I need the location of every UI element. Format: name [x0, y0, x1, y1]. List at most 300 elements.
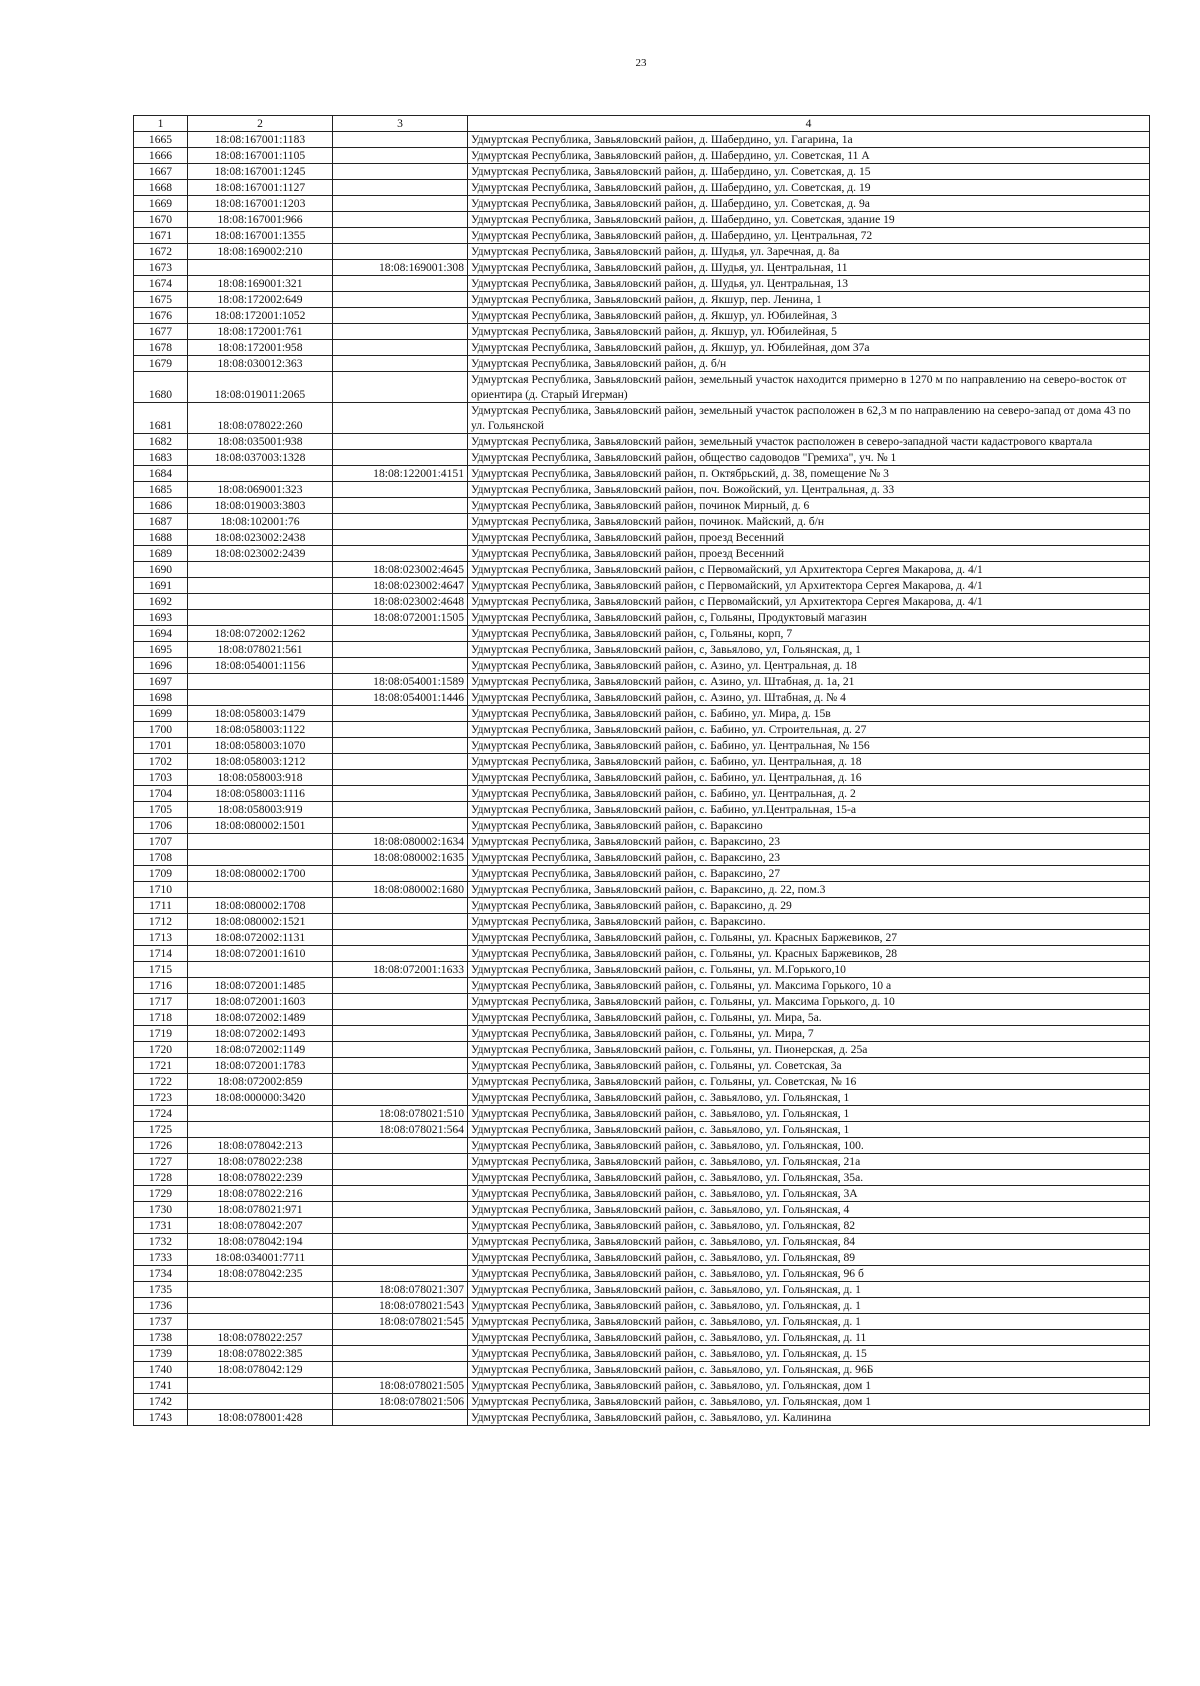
address-cell: Удмуртская Республика, Завьяловский район, с. Гольяны, ул. Мира, 5а.: [468, 1010, 1150, 1026]
row-number-cell: 1679: [134, 356, 188, 372]
cadastral-number-cell: 18:08:078022:257: [188, 1330, 333, 1346]
row-number-cell: 1700: [134, 722, 188, 738]
row-number-cell: 1734: [134, 1266, 188, 1282]
row-number-cell: 1684: [134, 466, 188, 482]
address-cell: Удмуртская Республика, Завьяловский район, земельный участок расположен в северо-западной части кадастрового квартала: [468, 434, 1150, 450]
building-cadastral-number-cell: [333, 340, 468, 356]
cadastral-number-cell: 18:08:072001:1783: [188, 1058, 333, 1074]
address-cell: Удмуртская Республика, Завьяловский район, д. Шудья, ул. Центральная, 13: [468, 276, 1150, 292]
address-cell: Удмуртская Республика, Завьяловский район, с. Завьялово, ул. Гольянская, 4: [468, 1202, 1150, 1218]
row-number-cell: 1739: [134, 1346, 188, 1362]
row-number-cell: 1715: [134, 962, 188, 978]
table-row: [134, 1058, 1150, 1074]
row-number-cell: 1733: [134, 1250, 188, 1266]
cadastral-number-cell: 18:08:069001:323: [188, 482, 333, 498]
address-cell: Удмуртская Республика, Завьяловский район, д. Шабердино, ул. Гагарина, 1а: [468, 132, 1150, 148]
row-number-cell: 1668: [134, 180, 188, 196]
building-cadastral-number-cell: [333, 1330, 468, 1346]
building-cadastral-number-cell: 18:08:072001:1505: [333, 610, 468, 626]
building-cadastral-number-cell: 18:08:023002:4645: [333, 562, 468, 578]
address-cell: Удмуртская Республика, Завьяловский район, с. Азино, ул. Штабная, д. 1а, 21: [468, 674, 1150, 690]
building-cadastral-number-cell: 18:08:054001:1446: [333, 690, 468, 706]
building-cadastral-number-cell: [333, 818, 468, 834]
building-cadastral-number-cell: [333, 994, 468, 1010]
table-row: [134, 132, 1150, 148]
cadastral-number-cell: 18:08:078001:428: [188, 1410, 333, 1426]
row-number-cell: 1678: [134, 340, 188, 356]
address-cell: Удмуртская Республика, Завьяловский район, с. Гольяны, ул. Красных Баржевиков, 28: [468, 946, 1150, 962]
cadastral-number-cell: 18:08:078022:239: [188, 1170, 333, 1186]
building-cadastral-number-cell: 18:08:078021:307: [333, 1282, 468, 1298]
building-cadastral-number-cell: [333, 1218, 468, 1234]
cadastral-number-cell: 18:08:078022:216: [188, 1186, 333, 1202]
row-number-cell: 1707: [134, 834, 188, 850]
building-cadastral-number-cell: [333, 450, 468, 466]
row-number-cell: 1742: [134, 1394, 188, 1410]
row-number-cell: 1698: [134, 690, 188, 706]
building-cadastral-number-cell: [333, 1074, 468, 1090]
table-row: [134, 578, 1150, 594]
row-number-cell: 1702: [134, 754, 188, 770]
address-cell: Удмуртская Республика, Завьяловский район, с. Завьялово, ул. Гольянская, 89: [468, 1250, 1150, 1266]
cadastral-number-cell: 18:08:080002:1700: [188, 866, 333, 882]
cadastral-number-cell: [188, 962, 333, 978]
cadastral-number-cell: 18:08:167001:1203: [188, 196, 333, 212]
table-row: [134, 180, 1150, 196]
building-cadastral-number-cell: [333, 244, 468, 260]
building-cadastral-number-cell: [333, 164, 468, 180]
cadastral-number-cell: 18:08:037003:1328: [188, 450, 333, 466]
building-cadastral-number-cell: [333, 228, 468, 244]
row-number-cell: 1673: [134, 260, 188, 276]
building-cadastral-number-cell: [333, 722, 468, 738]
building-cadastral-number-cell: [333, 626, 468, 642]
address-cell: Удмуртская Республика, Завьяловский район, д. Якшур, ул. Юбилейная, 3: [468, 308, 1150, 324]
table-row: [134, 514, 1150, 530]
table-row: [134, 466, 1150, 482]
building-cadastral-number-cell: 18:08:023002:4648: [333, 594, 468, 610]
row-number-cell: 1710: [134, 882, 188, 898]
table-row: [134, 802, 1150, 818]
table-row: [134, 260, 1150, 276]
building-cadastral-number-cell: 18:08:169001:308: [333, 260, 468, 276]
column-header-3: 3: [333, 116, 468, 132]
table-row: [134, 1090, 1150, 1106]
row-number-cell: 1712: [134, 914, 188, 930]
address-cell: Удмуртская Республика, Завьяловский район, с. Завьялово, ул. Гольянская, 21а: [468, 1154, 1150, 1170]
address-cell: Удмуртская Республика, Завьяловский район, с. Азино, ул. Центральная, д. 18: [468, 658, 1150, 674]
address-cell: Удмуртская Республика, Завьяловский район, проезд Весенний: [468, 530, 1150, 546]
cadastral-number-cell: [188, 674, 333, 690]
address-cell: Удмуртская Республика, Завьяловский район, д. Шабердино, ул. Советская, д. 19: [468, 180, 1150, 196]
table-row: [134, 1106, 1150, 1122]
address-cell: Удмуртская Республика, Завьяловский район, с. Азино, ул. Штабная, д. № 4: [468, 690, 1150, 706]
table-row: [134, 594, 1150, 610]
row-number-cell: 1718: [134, 1010, 188, 1026]
row-number-cell: 1714: [134, 946, 188, 962]
row-number-cell: 1666: [134, 148, 188, 164]
row-number-cell: 1694: [134, 626, 188, 642]
row-number-cell: 1674: [134, 276, 188, 292]
building-cadastral-number-cell: 18:08:078021:505: [333, 1378, 468, 1394]
address-cell: Удмуртская Республика, Завьяловский район, д. Якшур, ул. Юбилейная, 5: [468, 324, 1150, 340]
address-cell: Удмуртская Республика, Завьяловский район, поч. Вожойский, ул. Центральная, д. 33: [468, 482, 1150, 498]
building-cadastral-number-cell: [333, 866, 468, 882]
building-cadastral-number-cell: [333, 1154, 468, 1170]
address-cell: Удмуртская Республика, Завьяловский район, д. Шабердино, ул. Советская, д. 15: [468, 164, 1150, 180]
cadastral-number-cell: [188, 1394, 333, 1410]
table-row: [134, 1362, 1150, 1378]
cadastral-number-cell: 18:08:058003:1479: [188, 706, 333, 722]
row-number-cell: 1728: [134, 1170, 188, 1186]
address-cell: Удмуртская Республика, Завьяловский район, общество садоводов "Гремиха", уч. № 1: [468, 450, 1150, 466]
table-row: [134, 450, 1150, 466]
building-cadastral-number-cell: [333, 546, 468, 562]
cadastral-number-cell: [188, 466, 333, 482]
address-cell: Удмуртская Республика, Завьяловский район, с. Завьялово, ул. Гольянская, дом 1: [468, 1394, 1150, 1410]
row-number-cell: 1736: [134, 1298, 188, 1314]
address-cell: Удмуртская Республика, Завьяловский район, с. Бабино, ул. Центральная, № 156: [468, 738, 1150, 754]
address-cell: Удмуртская Республика, Завьяловский район, с. Вараксино.: [468, 914, 1150, 930]
address-cell: Удмуртская Республика, Завьяловский район, проезд Весенний: [468, 546, 1150, 562]
address-cell: Удмуртская Республика, Завьяловский район, с. Вараксино, д. 22, пом.3: [468, 882, 1150, 898]
building-cadastral-number-cell: [333, 1026, 468, 1042]
address-cell: Удмуртская Республика, Завьяловский район, д. Якшур, пер. Ленина, 1: [468, 292, 1150, 308]
address-cell: Удмуртская Республика, Завьяловский район, с. Завьялово, ул. Гольянская, 96 б: [468, 1266, 1150, 1282]
address-cell: Удмуртская Республика, Завьяловский район, с. Вараксино, 27: [468, 866, 1150, 882]
row-number-cell: 1692: [134, 594, 188, 610]
row-number-cell: 1671: [134, 228, 188, 244]
row-number-cell: 1696: [134, 658, 188, 674]
cadastral-number-cell: 18:08:078022:385: [188, 1346, 333, 1362]
cadastral-number-cell: 18:08:072001:1603: [188, 994, 333, 1010]
building-cadastral-number-cell: [333, 1090, 468, 1106]
address-cell: Удмуртская Республика, Завьяловский район, с. Гольяны, ул. Пионерская, д. 25а: [468, 1042, 1150, 1058]
table-row: [134, 1234, 1150, 1250]
cadastral-number-cell: [188, 690, 333, 706]
address-cell: Удмуртская Республика, Завьяловский район, д. Шабердино, ул. Советская, здание 19: [468, 212, 1150, 228]
cadastral-number-cell: 18:08:167001:1355: [188, 228, 333, 244]
cadastral-number-cell: 18:08:078042:129: [188, 1362, 333, 1378]
table-row: [134, 994, 1150, 1010]
building-cadastral-number-cell: [333, 802, 468, 818]
table-row: [134, 1394, 1150, 1410]
cadastral-number-cell: 18:08:167001:966: [188, 212, 333, 228]
address-cell: Удмуртская Республика, Завьяловский район, с. Гольяны, ул. Советская, 3а: [468, 1058, 1150, 1074]
address-cell: Удмуртская Республика, Завьяловский район, с. Завьялово, ул. Гольянская, 1: [468, 1090, 1150, 1106]
column-header-4: 4: [468, 116, 1150, 132]
row-number-cell: 1701: [134, 738, 188, 754]
cadastral-number-cell: [188, 882, 333, 898]
building-cadastral-number-cell: 18:08:122001:4151: [333, 466, 468, 482]
address-cell: Удмуртская Республика, Завьяловский район, с. Завьялово, ул. Гольянская, д. 96Б: [468, 1362, 1150, 1378]
cadastral-number-cell: 18:08:167001:1127: [188, 180, 333, 196]
cadastral-number-cell: 18:08:072002:1489: [188, 1010, 333, 1026]
table-row: [134, 1154, 1150, 1170]
building-cadastral-number-cell: [333, 403, 468, 434]
building-cadastral-number-cell: [333, 372, 468, 403]
address-cell: Удмуртская Республика, Завьяловский район, с. Гольяны, ул. Мира, 7: [468, 1026, 1150, 1042]
table-row: [134, 722, 1150, 738]
cadastral-number-cell: 18:08:000000:3420: [188, 1090, 333, 1106]
address-cell: Удмуртская Республика, Завьяловский район, с, Гольяны, Продуктовый магазин: [468, 610, 1150, 626]
address-cell: Удмуртская Республика, Завьяловский район, с. Завьялово, ул. Гольянская, 84: [468, 1234, 1150, 1250]
building-cadastral-number-cell: [333, 1234, 468, 1250]
row-number-cell: 1686: [134, 498, 188, 514]
table-body: [134, 132, 1150, 1426]
row-number-cell: 1676: [134, 308, 188, 324]
cadastral-number-cell: 18:08:078042:194: [188, 1234, 333, 1250]
cadastral-number-cell: 18:08:034001:7711: [188, 1250, 333, 1266]
building-cadastral-number-cell: [333, 706, 468, 722]
table-row: [134, 324, 1150, 340]
table-row: [134, 1410, 1150, 1426]
cadastral-number-cell: 18:08:058003:1212: [188, 754, 333, 770]
building-cadastral-number-cell: 18:08:078021:510: [333, 1106, 468, 1122]
row-number-cell: 1713: [134, 930, 188, 946]
row-number-cell: 1672: [134, 244, 188, 260]
address-cell: Удмуртская Республика, Завьяловский район, д. Шабердино, ул. Центральная, 72: [468, 228, 1150, 244]
building-cadastral-number-cell: [333, 1138, 468, 1154]
cadastral-number-cell: 18:08:058003:1070: [188, 738, 333, 754]
cadastral-number-cell: 18:08:058003:1122: [188, 722, 333, 738]
cadastral-number-cell: 18:08:102001:76: [188, 514, 333, 530]
address-cell: Удмуртская Республика, Завьяловский район, с. Завьялово, ул. Гольянская, д. 15: [468, 1346, 1150, 1362]
table-row: [134, 482, 1150, 498]
table-row: [134, 754, 1150, 770]
table-row: [134, 738, 1150, 754]
table-row: [134, 292, 1150, 308]
building-cadastral-number-cell: [333, 1058, 468, 1074]
building-cadastral-number-cell: [333, 930, 468, 946]
row-number-cell: 1689: [134, 546, 188, 562]
table-row: [134, 786, 1150, 802]
row-number-cell: 1683: [134, 450, 188, 466]
cadastral-number-cell: 18:08:172001:1052: [188, 308, 333, 324]
cadastral-number-cell: 18:08:172001:958: [188, 340, 333, 356]
row-number-cell: 1725: [134, 1122, 188, 1138]
row-number-cell: 1709: [134, 866, 188, 882]
address-cell: Удмуртская Республика, Завьяловский район, с. Вараксино, 23: [468, 834, 1150, 850]
cadastral-number-cell: 18:08:078022:260: [188, 403, 333, 434]
building-cadastral-number-cell: [333, 212, 468, 228]
row-number-cell: 1731: [134, 1218, 188, 1234]
cadastral-number-cell: 18:08:054001:1156: [188, 658, 333, 674]
building-cadastral-number-cell: [333, 946, 468, 962]
row-number-cell: 1703: [134, 770, 188, 786]
building-cadastral-number-cell: [333, 482, 468, 498]
row-number-cell: 1730: [134, 1202, 188, 1218]
cadastral-number-cell: [188, 578, 333, 594]
building-cadastral-number-cell: [333, 514, 468, 530]
building-cadastral-number-cell: 18:08:078021:543: [333, 1298, 468, 1314]
address-cell: Удмуртская Республика, Завьяловский район, с. Гольяны, ул. Красных Баржевиков, 27: [468, 930, 1150, 946]
cadastral-number-cell: [188, 594, 333, 610]
table-row: [134, 642, 1150, 658]
table-row: [134, 850, 1150, 866]
building-cadastral-number-cell: 18:08:080002:1680: [333, 882, 468, 898]
address-cell: Удмуртская Республика, Завьяловский район, с. Бабино, ул. Центральная, д. 18: [468, 754, 1150, 770]
row-number-cell: 1722: [134, 1074, 188, 1090]
row-number-cell: 1743: [134, 1410, 188, 1426]
registry-table: [133, 115, 1150, 1426]
cadastral-number-cell: 18:08:078021:971: [188, 1202, 333, 1218]
row-number-cell: 1680: [134, 372, 188, 403]
table-row: [134, 610, 1150, 626]
building-cadastral-number-cell: [333, 148, 468, 164]
address-cell: Удмуртская Республика, Завьяловский район, с. Бабино, ул. Мира, д. 15в: [468, 706, 1150, 722]
cadastral-number-cell: 18:08:058003:918: [188, 770, 333, 786]
address-cell: Удмуртская Республика, Завьяловский район, п. Октябрьский, д. 38, помещение № 3: [468, 466, 1150, 482]
address-cell: Удмуртская Республика, Завьяловский район, с. Завьялово, ул. Гольянская, 100.: [468, 1138, 1150, 1154]
address-cell: Удмуртская Республика, Завьяловский район, с. Завьялово, ул. Гольянская, д. 1: [468, 1314, 1150, 1330]
address-cell: Удмуртская Республика, Завьяловский район, с. Вараксино, 23: [468, 850, 1150, 866]
cadastral-number-cell: 18:08:023002:2438: [188, 530, 333, 546]
row-number-cell: 1720: [134, 1042, 188, 1058]
cadastral-number-cell: 18:08:078021:561: [188, 642, 333, 658]
table-row: [134, 1266, 1150, 1282]
row-number-cell: 1706: [134, 818, 188, 834]
building-cadastral-number-cell: [333, 1186, 468, 1202]
address-cell: Удмуртская Республика, Завьяловский район, с. Гольяны, ул. Максима Горького, д. 10: [468, 994, 1150, 1010]
cadastral-number-cell: 18:08:072002:1149: [188, 1042, 333, 1058]
table-row: [134, 1282, 1150, 1298]
cadastral-number-cell: 18:08:035001:938: [188, 434, 333, 450]
row-number-cell: 1727: [134, 1154, 188, 1170]
table-row: [134, 834, 1150, 850]
cadastral-number-cell: [188, 1282, 333, 1298]
address-cell: Удмуртская Республика, Завьяловский район, с. Завьялово, ул. Калинина: [468, 1410, 1150, 1426]
address-cell: Удмуртская Республика, Завьяловский район, земельный участок находится примерно в 1270 м по направлению на северо-восток от ориентира (д. Старый Игерман): [468, 372, 1150, 403]
building-cadastral-number-cell: 18:08:078021:506: [333, 1394, 468, 1410]
row-number-cell: 1682: [134, 434, 188, 450]
row-number-cell: 1691: [134, 578, 188, 594]
table-row: [134, 1122, 1150, 1138]
table-row: [134, 1186, 1150, 1202]
row-number-cell: 1677: [134, 324, 188, 340]
address-cell: Удмуртская Республика, Завьяловский район, с. Вараксино: [468, 818, 1150, 834]
row-number-cell: 1681: [134, 403, 188, 434]
address-cell: Удмуртская Республика, Завьяловский район, с. Бабино, ул. Центральная, д. 16: [468, 770, 1150, 786]
building-cadastral-number-cell: [333, 196, 468, 212]
address-cell: Удмуртская Республика, Завьяловский район, земельный участок расположен в 62,3 м по направлению на северо-запад от дома 43 по ул. Гольянской: [468, 403, 1150, 434]
table-row: [134, 1330, 1150, 1346]
cadastral-number-cell: 18:08:030012:363: [188, 356, 333, 372]
building-cadastral-number-cell: [333, 754, 468, 770]
table-row: [134, 1042, 1150, 1058]
table-row: [134, 1010, 1150, 1026]
building-cadastral-number-cell: [333, 498, 468, 514]
cadastral-number-cell: 18:08:019003:3803: [188, 498, 333, 514]
building-cadastral-number-cell: [333, 308, 468, 324]
building-cadastral-number-cell: [333, 292, 468, 308]
row-number-cell: 1735: [134, 1282, 188, 1298]
building-cadastral-number-cell: [333, 1266, 468, 1282]
table-row: [134, 818, 1150, 834]
row-number-cell: 1704: [134, 786, 188, 802]
table-row: [134, 1026, 1150, 1042]
table-row: [134, 148, 1150, 164]
table-row: [134, 1378, 1150, 1394]
table-row: [134, 658, 1150, 674]
table-row: [134, 1074, 1150, 1090]
cadastral-number-cell: 18:08:078042:213: [188, 1138, 333, 1154]
building-cadastral-number-cell: [333, 530, 468, 546]
cadastral-number-cell: [188, 850, 333, 866]
cadastral-number-cell: 18:08:072001:1485: [188, 978, 333, 994]
address-cell: Удмуртская Республика, Завьяловский район, с. Вараксино, д. 29: [468, 898, 1150, 914]
row-number-cell: 1738: [134, 1330, 188, 1346]
building-cadastral-number-cell: [333, 978, 468, 994]
building-cadastral-number-cell: 18:08:054001:1589: [333, 674, 468, 690]
cadastral-number-cell: 18:08:172002:649: [188, 292, 333, 308]
building-cadastral-number-cell: [333, 324, 468, 340]
row-number-cell: 1693: [134, 610, 188, 626]
building-cadastral-number-cell: [333, 356, 468, 372]
table-row: [134, 898, 1150, 914]
cadastral-number-cell: 18:08:058003:919: [188, 802, 333, 818]
building-cadastral-number-cell: [333, 658, 468, 674]
page-number: 23: [635, 57, 647, 69]
table-row: [134, 164, 1150, 180]
cadastral-number-cell: 18:08:072002:1493: [188, 1026, 333, 1042]
row-number-cell: 1717: [134, 994, 188, 1010]
address-cell: Удмуртская Республика, Завьяловский район, с. Гольяны, ул. М.Горького,10: [468, 962, 1150, 978]
row-number-cell: 1741: [134, 1378, 188, 1394]
cadastral-number-cell: 18:08:072002:1131: [188, 930, 333, 946]
row-number-cell: 1699: [134, 706, 188, 722]
row-number-cell: 1688: [134, 530, 188, 546]
address-cell: Удмуртская Республика, Завьяловский район, с Первомайский, ул Архитектора Сергея Макарова, д. 4/1: [468, 562, 1150, 578]
row-number-cell: 1721: [134, 1058, 188, 1074]
row-number-cell: 1669: [134, 196, 188, 212]
table-row: [134, 626, 1150, 642]
table-row: [134, 1218, 1150, 1234]
address-cell: Удмуртская Республика, Завьяловский район, д. Шабердино, ул. Советская, 11 А: [468, 148, 1150, 164]
address-cell: Удмуртская Республика, Завьяловский район, с, Гольяны, корп, 7: [468, 626, 1150, 642]
cadastral-number-cell: [188, 1378, 333, 1394]
address-cell: Удмуртская Республика, Завьяловский район, д. Якшур, ул. Юбилейная, дом 37а: [468, 340, 1150, 356]
address-cell: Удмуртская Республика, Завьяловский район, с. Завьялово, ул. Гольянская, 82: [468, 1218, 1150, 1234]
table-row: [134, 1314, 1150, 1330]
row-number-cell: 1670: [134, 212, 188, 228]
table-row: [134, 196, 1150, 212]
address-cell: Удмуртская Республика, Завьяловский район, д. б/н: [468, 356, 1150, 372]
cadastral-number-cell: 18:08:023002:2439: [188, 546, 333, 562]
table-row: [134, 706, 1150, 722]
building-cadastral-number-cell: [333, 1250, 468, 1266]
cadastral-number-cell: 18:08:169002:210: [188, 244, 333, 260]
building-cadastral-number-cell: [333, 786, 468, 802]
address-cell: Удмуртская Республика, Завьяловский район, с. Завьялово, ул. Гольянская, 1: [468, 1106, 1150, 1122]
cadastral-number-cell: [188, 1314, 333, 1330]
address-cell: Удмуртская Республика, Завьяловский район, с. Бабино, ул. Строительная, д. 27: [468, 722, 1150, 738]
cadastral-number-cell: 18:08:080002:1501: [188, 818, 333, 834]
table-row: [134, 674, 1150, 690]
cadastral-number-cell: 18:08:072002:1262: [188, 626, 333, 642]
cadastral-number-cell: [188, 1122, 333, 1138]
cadastral-number-cell: 18:08:172001:761: [188, 324, 333, 340]
row-number-cell: 1724: [134, 1106, 188, 1122]
row-number-cell: 1675: [134, 292, 188, 308]
building-cadastral-number-cell: [333, 1362, 468, 1378]
cadastral-number-cell: 18:08:019011:2065: [188, 372, 333, 403]
table-row: [134, 562, 1150, 578]
row-number-cell: 1667: [134, 164, 188, 180]
cadastral-number-cell: [188, 1298, 333, 1314]
table-row: [134, 276, 1150, 292]
building-cadastral-number-cell: [333, 180, 468, 196]
